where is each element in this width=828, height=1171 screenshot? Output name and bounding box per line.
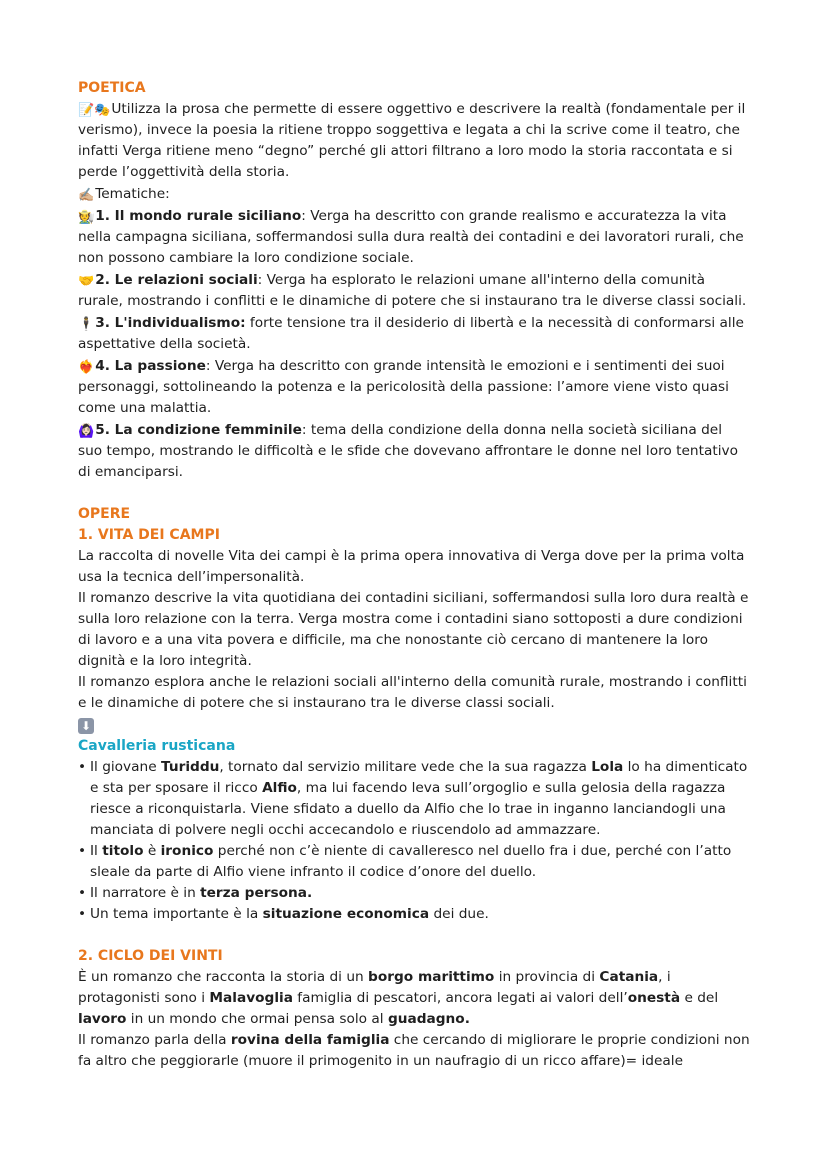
writing-hand-icon: ✍🏼	[78, 188, 95, 203]
woman-gesturing-icon: 🙆🏻‍♀️	[78, 424, 95, 439]
ciclo-paragraph: Il romanzo parla della rovina della famiglia che cercando di migliorare le proprie condizioni non fa altro che peggiorarle (muore il primogenito in un naufragio di un ricco affare)= ideale	[78, 1032, 750, 1069]
cavalleria-heading: Cavalleria rusticana	[78, 738, 236, 754]
memo-theater-icon: 📝🎭	[78, 103, 111, 118]
cavalleria-list	[78, 757, 750, 925]
poetica-intro: 📝🎭Utilizza la prosa che permette di essere oggettivo e descrivere la realtà (fondamentale per il verismo), invece la poesia la ritiene troppo soggettiva e legata a chi la scrive come il teatro, che infatti Verga ritiene meno “degno” perché gli attori filtrano a loro modo la storia raccontata e si perde l’oggettività della storia.	[78, 101, 746, 180]
levitating-man-icon: 🕴	[78, 317, 95, 332]
document-page	[78, 78, 750, 1072]
vita-paragraph: La raccolta di novelle Vita dei campi è la prima opera innovativa di Verga dove per la prima volta usa la tecnica dell’impersonalità.	[78, 548, 745, 585]
heart-on-fire-icon: ❤️‍🔥	[78, 360, 95, 375]
farmer-icon: 🧑‍🌾	[78, 210, 95, 225]
list-item: • Un tema importante è la situazione economica dei due.	[78, 904, 750, 925]
list-item: • Il titolo è ironico perché non c’è niente di cavalleresco nel duello fra i due, perché con l’atto sleale da parte di Alfio viene infranto il codice d’onore del duello.	[78, 841, 750, 883]
handshake-icon: 🤝	[78, 274, 95, 289]
theme-item: 🕴3. L'individualismo: forte tensione tra il desiderio di libertà e la necessità di conformarsi alle aspettative della società.	[78, 315, 744, 352]
theme-item: 🤝2. Le relazioni sociali: Verga ha esplorato le relazioni umane all'interno della comunità rurale, mostrando i conflitti e le dinamiche di potere che si instaurano tra le diverse classi sociali.	[78, 272, 747, 309]
theme-item: 🧑‍🌾1. Il mondo rurale siciliano: Verga ha descritto con grande realismo e accuratezza la vita nella campagna siciliana, soffermandosi sulla dura realtà dei contadini e dei lavoratori rurali, che non possono cambiare la loro condizione sociale.	[78, 208, 744, 266]
opere-heading: OPERE	[78, 506, 131, 522]
vita-dei-campi-heading: 1. VITA DEI CAMPI	[78, 527, 220, 543]
ciclo-paragraph: È un romanzo che racconta la storia di un borgo marittimo in provincia di Catania, i protagonisti sono i Malavoglia famiglia di pescatori, ancora legati ai valori dell’onestà e del lavoro in un mondo che ormai pensa solo al guadagno.	[78, 969, 719, 1027]
poetica-heading: POETICA	[78, 80, 146, 96]
tematiche-label: ✍🏼Tematiche:	[78, 186, 170, 203]
down-arrow-icon: ⬇	[78, 718, 94, 734]
ciclo-dei-vinti-heading: 2. CICLO DEI VINTI	[78, 948, 223, 964]
vita-paragraph: Il romanzo descrive la vita quotidiana dei contadini siciliani, soffermandosi sulla loro dura realtà e sulla loro relazione con la terra. Verga mostra come i contadini siano sottoposti a dure condizioni di lavoro e a una vita povera e difficile, ma che nonostante ciò cercano di mantenere la loro dignità e la loro integrità.	[78, 590, 749, 669]
theme-item: ❤️‍🔥4. La passione: Verga ha descritto con grande intensità le emozioni e i sentimenti dei suoi personaggi, sottolineando la potenza e la pericolosità della passione: l’amore viene visto quasi come una malattia.	[78, 358, 729, 416]
list-item: • Il narratore è in terza persona.	[78, 883, 750, 904]
vita-paragraph: Il romanzo esplora anche le relazioni sociali all'interno della comunità rurale, mostrando i conflitti e le dinamiche di potere che si instaurano tra le diverse classi sociali.	[78, 674, 747, 711]
theme-item: 🙆🏻‍♀️5. La condizione femminile: tema della condizione della donna nella società siciliana del suo tempo, mostrando le difficoltà e le sfide che dovevano affrontare le donne nel loro tentativo di emanciparsi.	[78, 422, 738, 480]
list-item: • Il giovane Turiddu, tornato dal servizio militare vede che la sua ragazza Lola lo ha dimenticato e sta per sposare il ricco Alfio, ma lui facendo leva sull’orgoglio e sulla gelosia della ragazza riesce a riconquistarla. Viene sfidato a duello da Alfio che lo trae in inganno lanciandogli una manciata di polvere negli occhi accecandolo e riuscendolo ad ammazzare.	[78, 757, 750, 841]
